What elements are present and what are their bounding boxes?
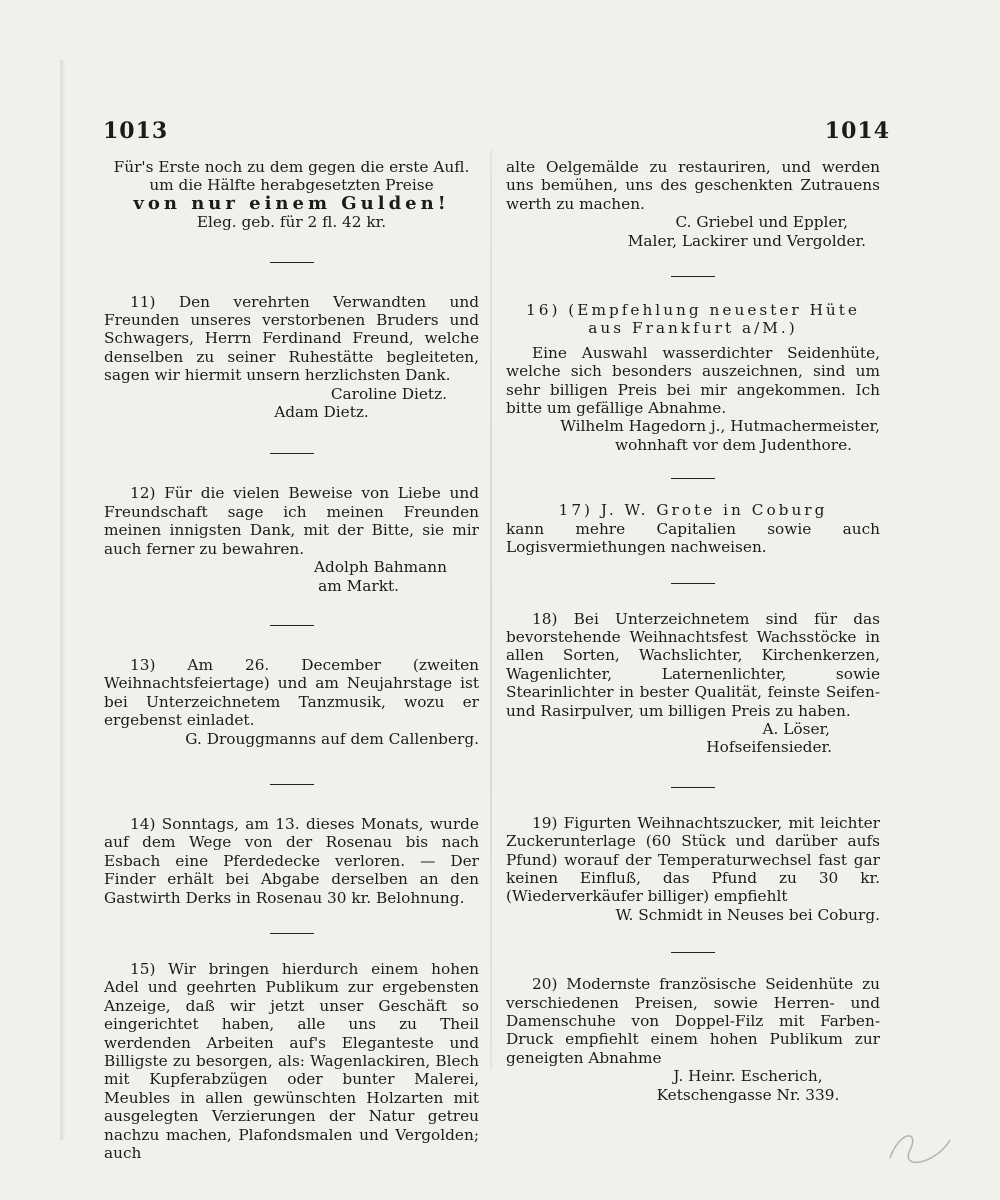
right-column [506,158,880,1104]
separator-rule [270,453,314,454]
notice-18-signature-2: Hofseifensieder. [706,738,832,757]
left-page-number: 1013 [103,118,169,144]
notice-20-signature-1: J. Heinr. Escherich, [673,1067,823,1086]
pencil-mark-icon [880,1120,960,1170]
notice-16-text: Eine Auswahl wasserdichter Seidenhüte, welche sich besonders auszeichnen, sind um sehr billigen Preis bei mir angekommen. Ich bitte um gefällige Abnahme. [506,343,880,418]
notice-11-signature-1: Caroline Dietz. [330,384,447,403]
notice-18-signature-1: A. Löser, [762,719,830,738]
notice-19-text: 19) Figurten Weihnachtszucker, mit leichter Zuckerunterlage (60 Stück und darüber aufs Pfund) worauf der Temperaturwechsel fast gar keinen Einfluß, das Pfund zu 30 kr. (Wiederverkäufer billiger) empfiehlt [506,813,880,906]
notice-11-text: 11) Den verehrten Verwandten und Freunden unseres verstorbenen Bruders und Schwagers, Herrn Ferdinand Freund, welche denselben zu seiner Ruhestätte begleiteten, sagen wir hiermit unsern herzlichsten Dank. [104,292,479,385]
column-gutter [490,150,492,1070]
notice-12-text: 12) Für die vielen Beweise von Liebe und Freundschaft sage ich meinen Freunden meinen innigsten Dank, mit der Bitte, sie mir auch ferner zu bewahren. [104,484,479,558]
notice-13-signature: G. Drouggmanns auf dem Callenberg. [185,729,479,748]
separator-rule [270,262,314,263]
separator-rule [270,933,314,934]
page-edge-shadow [60,60,66,1140]
separator-rule [671,478,715,479]
separator-rule [270,625,314,626]
notice-11-signature-2: Adam Dietz. [274,403,369,422]
left-column [104,158,479,1162]
separator-rule [671,952,715,953]
separator-rule [270,784,314,785]
notice-20-text: 20) Modernste französische Seidenhüte zu verschiedenen Preisen, sowie Herren- und Damenschuhe von Doppel-Filz mit Farben-Druck empfiehlt einem hohen Publikum zur geneigten Abnahme [506,975,880,1067]
notice-15-continuation: alte Oelgemälde zu restauriren, und werden uns bemühen, uns des geschenkten Zutrauens werth zu machen. [506,158,880,213]
intro-price: von nur einem Gulden! [133,192,450,214]
notice-17-heading: 17) J. W. Grote in Coburg [558,501,828,520]
separator-rule [671,787,715,788]
notice-20-signature-2: Ketschengasse Nr. 339. [656,1085,840,1104]
notice-12-signature-2: am Markt. [318,576,399,595]
notice-16-signature-2: wohnhaft vor dem Judenthore. [614,435,852,454]
notice-16-signature-1: Wilhelm Hagedorn j., Hutmachermeister, [560,417,880,436]
notice-15-text: 15) Wir bringen hierdurch einem hohen Adel und geehrten Publikum zur ergebensten Anzeige, daß wir jetzt unser Geschäft so eingerichtet haben, alle uns zu Theil werdenden Arbeiten auf's Eleganteste und Billigste zu besorgen, als: Wagenlackiren, Blech mit Kupferabzügen oder bunter Malerei, Meubles in allen gewünschten Holzarten mit ausgelegten Verzierungen der Natur getreu nachzu machen, Plafondsmalen und Vergolden; auch [104,959,479,1163]
right-page-number: 1014 [824,118,890,144]
notice-15-signature-2: Maler, Lackirer und Vergolder. [627,231,866,250]
intro-text: Für's Erste noch zu dem gegen die erste Aufl. um die Hälfte herabgesetzten Preise [113,158,470,195]
intro-eleg: Eleg. geb. für 2 fl. 42 kr. [196,213,387,232]
notice-12-signature-1: Adolph Bahmann [314,558,447,577]
separator-rule [671,583,715,584]
notice-17-text: kann mehre Capitalien sowie auch Logisvermiethungen nachweisen. [506,519,880,557]
notice-16-heading: 16) (Empfehlung neuester Hüte aus Frankfurt a/M.) [526,301,860,338]
separator-rule [671,276,715,277]
notice-18-text: 18) Bei Unterzeichnetem sind für das bevorstehende Weihnachtsfest Wachsstöcke in allen Sorten, Wachslichter, Kirchenkerzen, Wagenlichter, Laternenlichter, sowie Stearinlichter in bester Qualität, feinste Seifen- und Rasirpulver, um billigen Preis zu haben. [506,609,880,720]
notice-19-signature: W. Schmidt in Neuses bei Coburg. [615,905,880,924]
notice-13-text: 13) Am 26. December (zweiten Weihnachtsfeiertage) und am Neujahrstage ist bei Unterzeichnetem Tanzmusik, wozu er ergebenst einladet. [104,655,479,730]
notice-14-text: 14) Sonntags, am 13. dieses Monats, wurde auf dem Wege von der Rosenau bis nach Esbach eine Pferdedecke verloren. — Der Finder erhält bei Abgabe derselben an den Gastwirth Derks in Rosenau 30 kr. Belohnung. [104,814,479,907]
notice-15-signature-1: C. Griebel und Eppler, [675,213,848,232]
